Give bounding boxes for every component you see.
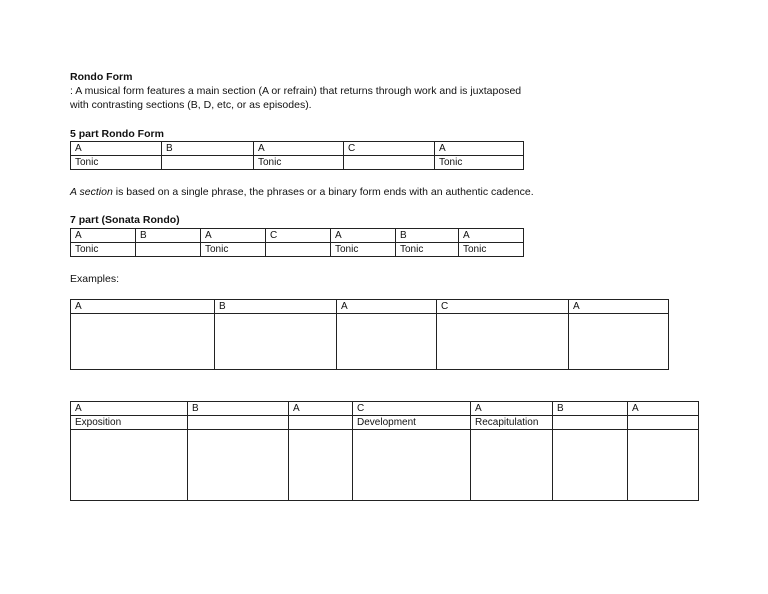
table-cell[interactable]: [471, 430, 553, 501]
table-cell: A: [459, 229, 524, 243]
table-cell: C: [344, 142, 435, 156]
table-row: [71, 243, 524, 257]
table-cell: Tonic: [396, 243, 459, 257]
table-cell: B: [396, 229, 459, 243]
table-row: [71, 430, 699, 501]
table-cell: B: [215, 300, 337, 314]
example-table-2: [70, 401, 699, 501]
table-cell[interactable]: [569, 314, 669, 370]
table-cell: A: [201, 229, 266, 243]
table-cell[interactable]: [628, 430, 699, 501]
table-cell: Recapitulation: [471, 416, 553, 430]
table-cell: B: [162, 142, 254, 156]
table-cell[interactable]: [71, 430, 188, 501]
table-cell: [289, 416, 353, 430]
table-cell: A: [337, 300, 437, 314]
rondo-title: Rondo Form: [70, 71, 133, 83]
table-cell: Tonic: [201, 243, 266, 257]
table-cell: A: [289, 402, 353, 416]
table-row: [71, 402, 699, 416]
table-cell: A: [71, 300, 215, 314]
examples-label: Examples:: [70, 273, 120, 285]
rondo-definition-line1: : A musical form features a main section (A or refrain) that returns through work and is juxtaposed: [70, 85, 522, 97]
table-cell: A: [471, 402, 553, 416]
table-cell: Exposition: [71, 416, 188, 430]
table-cell: Development: [353, 416, 471, 430]
seven-part-title: 7 part (Sonata Rondo): [70, 214, 180, 226]
table-cell[interactable]: [337, 314, 437, 370]
table-cell: Tonic: [331, 243, 396, 257]
table-cell: A: [71, 142, 162, 156]
table-cell[interactable]: [188, 430, 289, 501]
table-row: [71, 300, 669, 314]
rondo-section: [70, 70, 521, 112]
table-cell: B: [553, 402, 628, 416]
table-cell: Tonic: [71, 156, 162, 170]
table-cell: B: [188, 402, 289, 416]
table-cell[interactable]: [289, 430, 353, 501]
table-row: [71, 314, 669, 370]
five-part-title: 5 part Rondo Form: [70, 128, 164, 140]
table-cell: Tonic: [71, 243, 136, 257]
table-cell[interactable]: [71, 314, 215, 370]
rondo-definition-line2: with contrasting sections (B, D, etc, or as episodes).: [70, 99, 312, 111]
table-cell: A: [435, 142, 524, 156]
table-cell: Tonic: [459, 243, 524, 257]
table-cell: [553, 416, 628, 430]
a-section-italic: A section: [70, 186, 113, 198]
table-cell[interactable]: [215, 314, 337, 370]
table-cell: C: [266, 229, 331, 243]
table-cell: C: [353, 402, 471, 416]
table-row: [71, 156, 524, 170]
table-cell: Tonic: [254, 156, 344, 170]
table-cell: [628, 416, 699, 430]
table-cell: A: [71, 229, 136, 243]
table-cell: [188, 416, 289, 430]
table-row: [71, 416, 699, 430]
table-cell: A: [628, 402, 699, 416]
table-cell: C: [437, 300, 569, 314]
table-cell[interactable]: [553, 430, 628, 501]
table-cell: Tonic: [435, 156, 524, 170]
table-cell: B: [136, 229, 201, 243]
table-cell: A: [71, 402, 188, 416]
table-row: [71, 142, 524, 156]
table-cell: [266, 243, 331, 257]
example-table-1: [70, 299, 669, 370]
table-cell: [344, 156, 435, 170]
table-cell: A: [569, 300, 669, 314]
a-section-rest: is based on a single phrase, the phrases or a binary form ends with an authentic cadence.: [112, 186, 534, 198]
table-cell: A: [331, 229, 396, 243]
a-section-sentence: [70, 185, 534, 199]
table-cell[interactable]: [437, 314, 569, 370]
table-cell: A: [254, 142, 344, 156]
table-cell: [162, 156, 254, 170]
five-part-table: [70, 141, 524, 170]
seven-part-table: [70, 228, 524, 257]
table-cell: [136, 243, 201, 257]
table-row: [71, 229, 524, 243]
table-cell[interactable]: [353, 430, 471, 501]
